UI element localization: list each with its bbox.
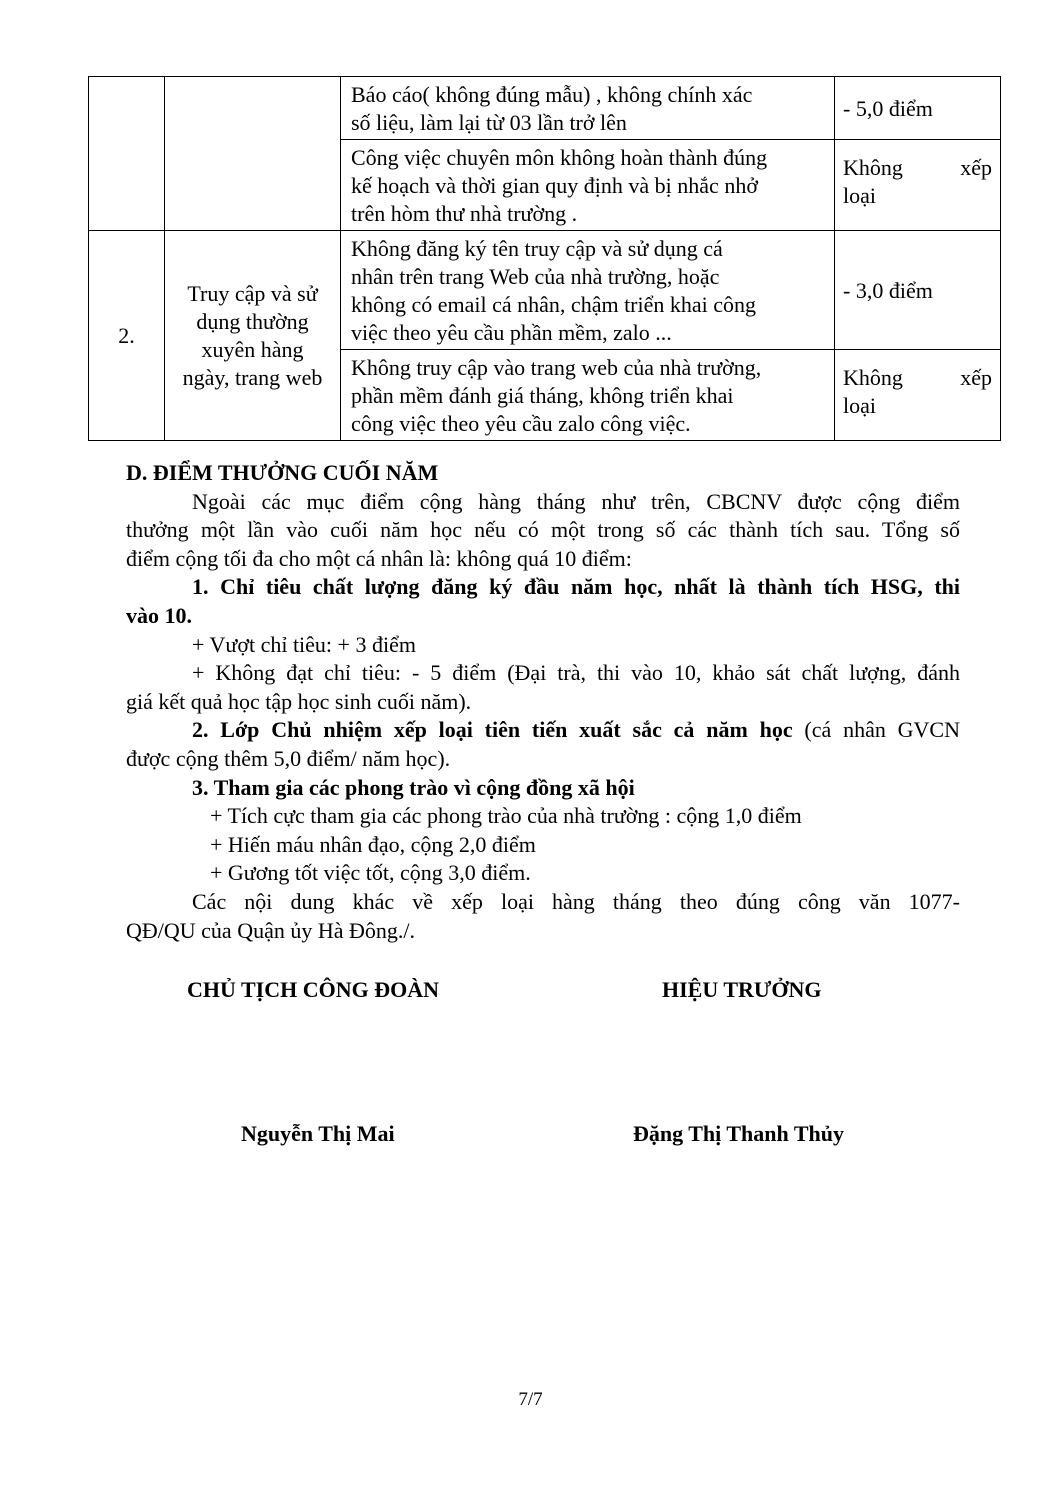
item-3-point: + Tích cực tham gia các phong trào của nhà trường : cộng 1,0 điểm [210,803,802,829]
description-line: việc theo yêu cầu phần mềm, zalo ... [351,320,672,345]
points-cell [835,140,1001,231]
description-cell [341,77,835,140]
description-line: kế hoạch và thời gian quy định và bị nhắc nhở [351,173,758,198]
description-line: phần mềm đánh giá tháng, không triển khai [351,383,734,408]
description-cell [341,140,835,231]
left-signature-title: CHỦ TỊCH CÔNG ĐOÀN [187,977,440,1002]
item-1-minus: giá kết quả học tập học sinh cuối năm). [126,688,472,714]
points-word: Không [843,155,903,180]
description-line: số liệu, làm lại từ 03 lần trở lên [351,110,627,135]
page-number: 7/7 [518,1389,543,1410]
item-2 [126,716,960,745]
criterion-cell [165,77,341,231]
points-cell [835,231,1001,350]
item-3-title: 3. Tham gia các phong trào vì cộng đồng xã hội [192,774,635,800]
criterion-cell [165,231,341,441]
right-signature-name: Đặng Thị Thanh Thủy [633,1121,844,1146]
points-word: xếp [960,155,992,180]
item-1-plus: + Vượt chỉ tiêu: + 3 điểm [192,631,416,657]
description-line: nhân trên trang Web của nhà trường, hoặc [351,264,720,289]
criterion-line: ngày, trang web [182,364,323,390]
points-word: Không [843,365,903,390]
points-cell [835,77,1001,140]
row-number-cell [89,77,165,231]
row-number: 2. [118,322,135,348]
points-word: loại [843,183,876,208]
description-cell [341,350,835,441]
right-signature-title: HIỆU TRƯỞNG [662,977,822,1002]
criterion-line: dụng thường [196,308,309,334]
row-number-cell [89,231,165,441]
points-value: - 5,0 điểm [843,96,933,121]
points-word: xếp [960,365,992,390]
description-cell [341,231,835,350]
item-2-note: (cá nhân GVCN [792,717,960,743]
criteria-table [88,76,1001,441]
section-heading: D. ĐIỂM THƯỞNG CUỐI NĂM [126,460,439,485]
description-line: Công việc chuyên môn không hoàn thành đúng [351,145,768,170]
item-1-title: vào 10. [126,602,192,628]
item-1-minus: + Không đạt chỉ tiêu: - 5 điểm (Đại trà, thi vào 10, khảo sát chất lượng, đánh [192,660,960,686]
description-line: không có email cá nhân, chậm triển khai công [351,292,757,317]
left-signature-name: Nguyễn Thị Mai [241,1121,395,1146]
table-row [89,77,1001,140]
item-3-point: + Gương tốt việc tốt, cộng 3,0 điểm. [210,860,531,886]
item-2-title: 2. Lớp Chủ nhiệm xếp loại tiên tiến xuất sắc cả năm học [192,717,793,743]
criterion-line: xuyên hàng [201,336,304,362]
item-2-note: được cộng thêm 5,0 điểm/ năm học). [126,745,451,771]
criterion-line: Truy cập và sử [187,280,318,306]
closing-line: Các nội dung khác về xếp loại hàng tháng theo đúng công văn 1077- [192,888,960,914]
item-3-point: + Hiến máu nhân đạo, cộng 2,0 điểm [210,831,536,857]
intro-line: điểm cộng tối đa cho một cá nhân là: không quá 10 điểm: [126,545,632,571]
table-row [89,231,1001,350]
points-cell [835,350,1001,441]
closing-line: QĐ/QU của Quận ủy Hà Đông./. [126,917,415,943]
intro-line: Ngoài các mục điểm cộng hàng tháng như trên, CBCNV được cộng điểm [192,488,960,514]
description-line: Báo cáo( không đúng mẫu) , không chính xác [351,82,753,107]
points-word: loại [843,393,876,418]
intro-line: thưởng một lần vào cuối năm học nếu có một trong số các thành tích sau. Tổng số [126,517,960,543]
description-line: Không truy cập vào trang web của nhà trường, [351,355,762,380]
item-1-title: 1. Chỉ tiêu chất lượng đăng ký đầu năm học, nhất là thành tích HSG, thi [192,574,960,600]
section-d [126,459,960,945]
description-line: Không đăng ký tên truy cập và sử dụng cá [351,236,723,261]
description-line: trên hòm thư nhà trường . [351,201,578,226]
points-value: - 3,0 điểm [843,278,933,303]
description-line: công việc theo yêu cầu zalo công việc. [351,411,691,436]
